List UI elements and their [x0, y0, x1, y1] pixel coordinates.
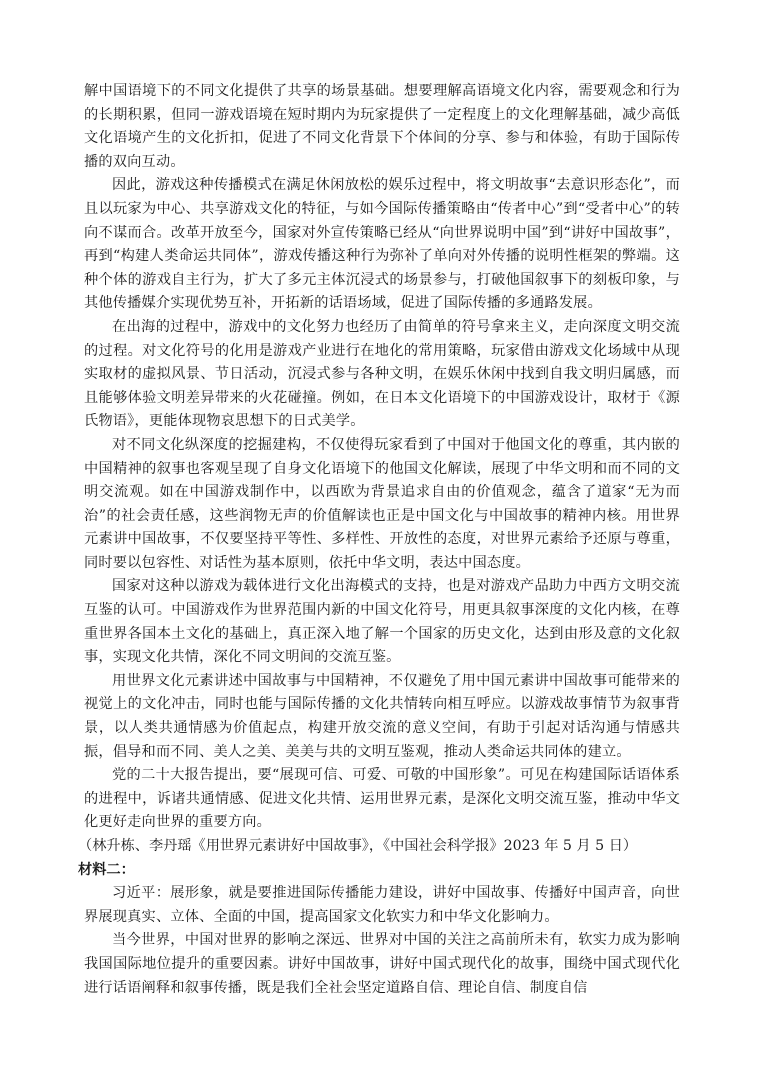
source-citation: （林升栋、李丹瑶《用世界元素讲好中国故事》，《中国社会科学报》2023 年 5 月 5 日） [78, 838, 638, 854]
paragraph-2: 因此，游戏这种传播模式在满足休闲放松的娱乐过程中，将文明故事“去意识形态化”，而且以玩家为中心、共享游戏文化的特征，与如今国际传播策略由“传者中心”到“受者中心”的转向不谋而合。改革开放至今，国家对外宣传策略已经从“向世界说明中国”到“讲好中国故事”，再到“构建人类命运共同体”，游戏传播这种行为弥补了单向对外传播的说明性框架的弊端。这种个体的游戏自主行为，扩大了多元主体沉浸式的场景参与，打破他国叙事下的刻板印象，与其他传播媒介实现优势互补，开拓新的话语场域，促进了国际传播的多通路发展。 [84, 177, 680, 312]
paragraph-1: 解中国语境下的不同文化提供了共享的场景基础。想要理解高语境文化内容，需要观念和行为的长期积累，但同一游戏语境在短时期内为玩家提供了一定程度上的文化理解基础，减少高低文化语境产生的文化折扣，促进了不同文化背景下个体间的分享、参与和体验，有助于国际传播的双向互动。 [84, 83, 680, 170]
material-2-paragraph-2: 当今世界，中国对世界的影响之深远、世界对中国的关注之高前所未有，软实力成为影响我国国际地位提升的重要因素。讲好中国故事，讲好中国式现代化的故事，围绕中国式现代化进行话语阐释和叙事传播，既是我们全社会坚定道路自信、理论自信、制度自信 [84, 932, 680, 996]
paragraph-5: 国家对这种以游戏为载体进行文化出海模式的支持，也是对游戏产品助力中西方文明交流互鉴的认可。中国游戏作为世界范围内新的中国文化符号，用更具叙事深度的文化内核，在尊重世界各国本土文化的基础上，真正深入地了解一个国家的历史文化，达到由形及意的文化叙事，实现文化共情，深化不同文明间的交流互鉴。 [84, 578, 680, 666]
article-body [78, 80, 680, 1000]
paragraph-7: 党的二十大报告提出，要“展现可信、可爱、可敬的中国形象”。可见在构建国际话语体系的进程中，诉诸共通情感、促进文化共情、运用世界元素，是深化文明交流互鉴，推动中华文化更好走向世界的重要方向。 [84, 767, 680, 831]
material-2-heading: 材料二： [78, 861, 135, 878]
paragraph-4: 对不同文化纵深度的挖掘建构，不仅使得玩家看到了中国对于他国文化的尊重，其内嵌的中国精神的叙事也客观呈现了自身文化语境下的他国文化解读，展现了中华文明和而不同的文明交流观。如在中国游戏制作中，以西欧为背景追求自由的价值观念，蕴含了道家“无为而治”的社会责任感，这些润物无声的价值解读也正是中国文化与中国故事的精神内核。用世界元素讲中国故事，不仅要坚持平等性、多样性、开放性的态度，对世界元素给予还原与尊重，同时要以包容性、对话性为基本原则，依托中华文明，表达中国态度。 [84, 436, 680, 571]
paragraph-6: 用世界文化元素讲述中国故事与中国精神，不仅避免了用中国元素讲中国故事可能带来的视觉上的文化冲击，同时也能与国际传播的文化共情转向相互呼应。以游戏故事情节为叙事背景，以人类共通情感为价值起点，构建开放交流的意义空间，有助于引起对话沟通与情感共振，倡导和而不同、美人之美、美美与共的文明互鉴观，推动人类命运共同体的建立。 [84, 672, 680, 760]
material-2-paragraph-1: 习近平：展形象，就是要推进国际传播能力建设，讲好中国故事、传播好中国声音，向世界展现真实、立体、全面的中国，提高国家文化软实力和中华文化影响力。 [84, 885, 680, 925]
paragraph-3: 在出海的过程中，游戏中的文化努力也经历了由简单的符号拿来主义，走向深度文明交流的过程。对文化符号的化用是游戏产业进行在地化的常用策略，玩家借由游戏文化场域中从现实取材的虚拟风景、节日活动，沉浸式参与各种文明，在娱乐休闲中找到自我文明归属感，而且能够体验文明差异带来的火花碰撞。例如，在日本文化语境下的中国游戏设计，取材于《源氏物语》，更能体现物哀思想下的日式美学。 [84, 318, 680, 430]
